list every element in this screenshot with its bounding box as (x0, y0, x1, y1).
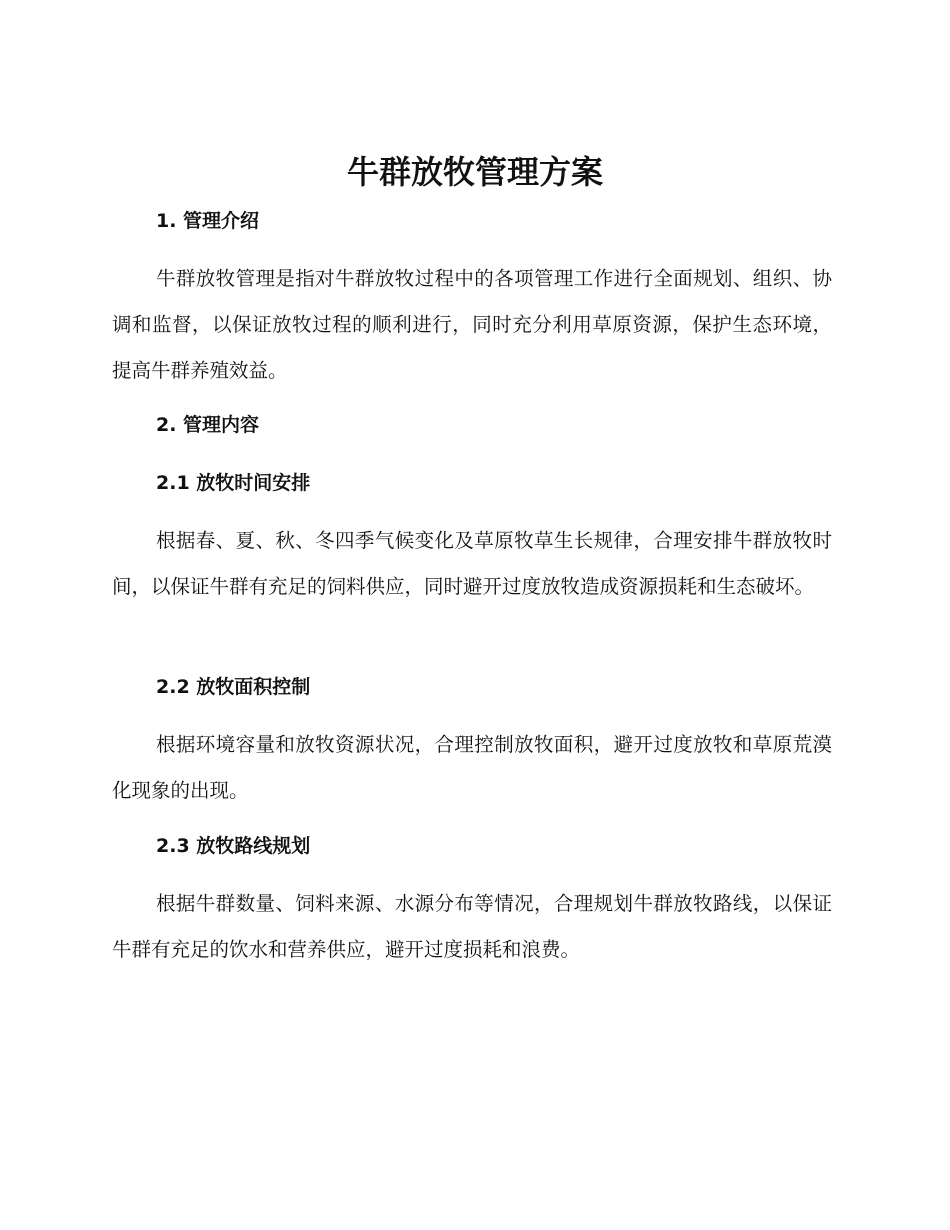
section-heading-grazing-route: 2.3 放牧路线规划 (156, 835, 311, 857)
section-paragraph-grazing-route: 根据牛群数量、饲料来源、水源分布等情况，合理规划牛群放牧路线，以保证牛群有充足的饮水和营养供应，避开过度损耗和浪费。 (112, 892, 832, 961)
section-paragraph-grazing-area: 根据环境容量和放牧资源状况，合理控制放牧面积，避开过度放牧和草原荒漠化现象的出现。 (112, 733, 832, 802)
document-title: 牛群放牧管理方案 (346, 153, 603, 191)
section-paragraph-introduction: 牛群放牧管理是指对牛群放牧过程中的各项管理工作进行全面规划、组织、协调和监督，以保证放牧过程的顺利进行，同时充分利用草原资源，保护生态环境，提高牛群养殖效益。 (112, 267, 832, 382)
section-heading-introduction: 1. 管理介绍 (156, 210, 260, 232)
section-paragraph-grazing-time: 根据春、夏、秋、冬四季气候变化及草原牧草生长规律，合理安排牛群放牧时间，以保证牛群有充足的饲料供应，同时避开过度放牧造成资源损耗和生态破坏。 (112, 529, 832, 598)
section-heading-grazing-area: 2.2 放牧面积控制 (156, 676, 311, 698)
section-heading-content: 2. 管理内容 (156, 414, 260, 436)
section-heading-grazing-time: 2.1 放牧时间安排 (156, 472, 311, 494)
